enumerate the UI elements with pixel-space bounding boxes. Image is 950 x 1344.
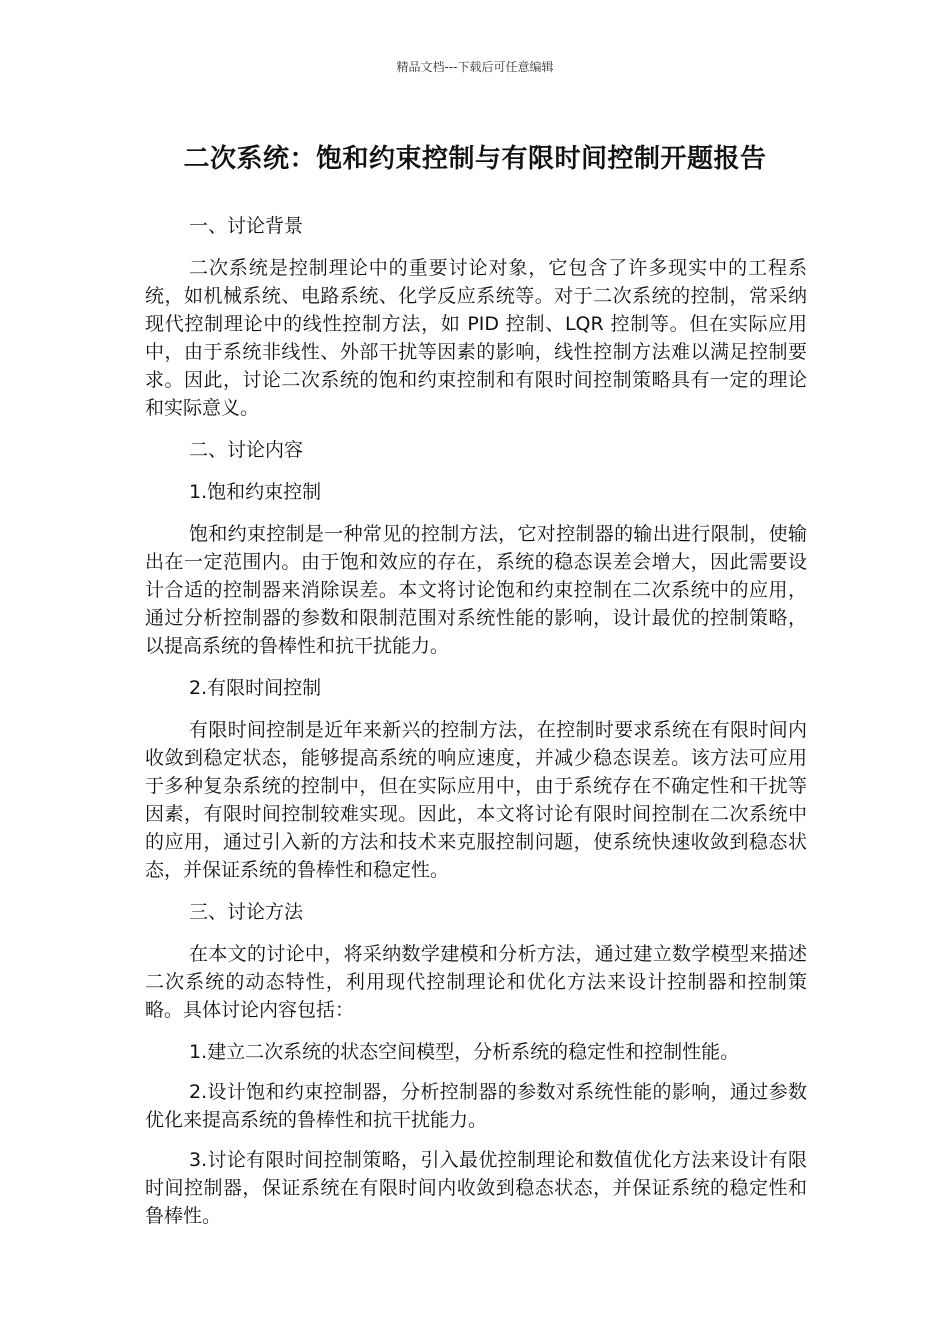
document-body: [145, 212, 807, 1242]
section-heading-background: 一、讨论背景: [189, 215, 304, 237]
paragraph-saturation: 饱和约束控制是一种常见的控制方法，它对控制器的输出进行限制，使输出在一定范围内。由于饱和效应的存在，系统的稳态误差会增大，因此需要设计合适的控制器来消除误差。本文将讨论饱和约束控制在二次系统中的应用，通过分析控制器的参数和限制范围对系统性能的影响，设计最优的控制策略，以提高系统的鲁棒性和抗干扰能力。: [145, 523, 807, 657]
subsection-heading-finite-time: 2.有限时间控制: [189, 677, 322, 699]
paragraph-method: 在本文的讨论中，将采纳数学建模和分析方法，通过建立数学模型来描述二次系统的动态特性，利用现代控制理论和优化方法来设计控制器和控制策略。具体讨论内容包括：: [145, 943, 807, 1021]
page-header-note: 精品文档---下载后可任意编辑: [396, 60, 554, 74]
method-list-item: 2.设计饱和约束控制器，分析控制器的参数对系统性能的影响，通过参数优化来提高系统的鲁棒性和抗干扰能力。: [145, 1081, 807, 1131]
method-list-item: 1.建立二次系统的状态空间模型，分析系统的稳定性和控制性能。: [189, 1041, 740, 1063]
section-heading-method: 三、讨论方法: [189, 901, 304, 923]
section-heading-content: 二、讨论内容: [189, 439, 304, 461]
paragraph-finite-time: 有限时间控制是近年来新兴的控制方法，在控制时要求系统在有限时间内收敛到稳定状态，能够提高系统的响应速度，并减少稳态误差。该方法可应用于多种复杂系统的控制中，但在实际应用中，由于系统存在不确定性和干扰等因素，有限时间控制较难实现。因此，本文将讨论有限时间控制在二次系统中的应用，通过引入新的方法和技术来克服控制问题，使系统快速收敛到稳态状态，并保证系统的鲁棒性和稳定性。: [145, 719, 807, 881]
method-list-item: 3.讨论有限时间控制策略，引入最优控制理论和数值优化方法来设计有限时间控制器，保证系统在有限时间内收敛到稳态状态，并保证系统的稳定性和鲁棒性。: [145, 1149, 807, 1227]
document-title: 二次系统：饱和约束控制与有限时间控制开题报告: [183, 144, 767, 174]
subsection-heading-saturation: 1.饱和约束控制: [189, 481, 322, 503]
paragraph-background: 二次系统是控制理论中的重要讨论对象，它包含了许多现实中的工程系统，如机械系统、电路系统、化学反应系统等。对于二次系统的控制，常采纳现代控制理论中的线性控制方法，如 PID 控制、LQR 控制等。但在实际应用中，由于系统非线性、外部干扰等因素的影响，线性控制方法难以满足控制要求。因此，讨论二次系统的饱和约束控制和有限时间控制策略具有一定的理论和实际意义。: [145, 257, 807, 419]
